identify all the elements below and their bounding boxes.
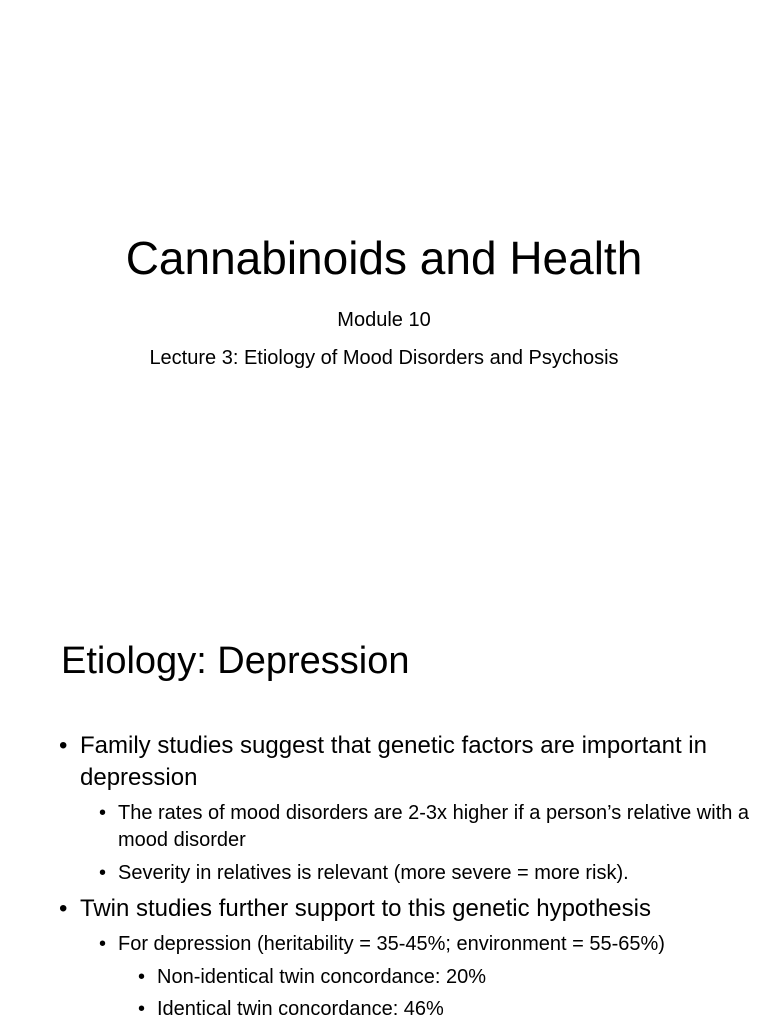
slide-title: Cannabinoids and Health: [125, 232, 643, 284]
lecture-label: Lecture 3: Etiology of Mood Disorders and Psychosis: [149, 347, 619, 369]
bullet-item: • Family studies suggest that genetic factors are important in depression: [0, 730, 768, 794]
content-slide-title: Etiology: Depression: [61, 640, 410, 682]
sub-sub-bullet-item: • Non-identical twin concordance: 20%: [0, 964, 768, 991]
content-slide: [0, 576, 768, 1024]
bullet-list: [0, 730, 768, 1024]
sub-bullet-item: • Severity in relatives is relevant (more severe = more risk).: [0, 860, 768, 887]
sub-bullet-item: • For depression (heritability = 35-45%; environment = 55-65%): [0, 931, 768, 958]
module-label: Module 10: [337, 309, 431, 331]
sub-bullet-item: • The rates of mood disorders are 2-3x higher if a person’s relative with a mood disorder: [0, 800, 768, 854]
sub-sub-bullet-item: • Identical twin concordance: 46%: [0, 996, 768, 1023]
bullet-item: • Twin studies further support to this genetic hypothesis: [0, 893, 768, 925]
